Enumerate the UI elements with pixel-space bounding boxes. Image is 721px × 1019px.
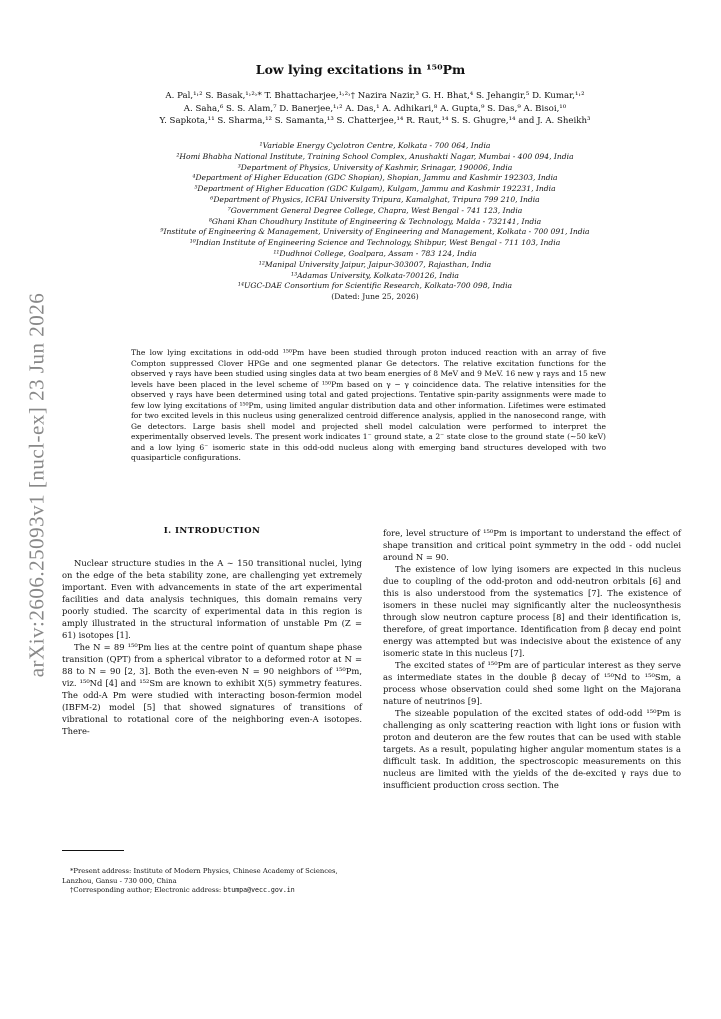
body-paragraph: The existence of low lying isomers are expected in this nucleus due to coupling of the odd-proton and odd-neutron orbitals [6] and this is also understood from the systematics [7]. The existence of isomers in these nuclei may significantly alter the nucleosynthesis through slow neutron capture process [8] and their identification is, therefore, of great importance. Identification from β decay end point energy was attempted but was indecisive about the existence of any isomeric state in this nucleus [7]. <box>383 564 681 658</box>
body-paragraph: fore, level structure of ¹⁵⁰Pm is important to understand the effect of shape transition and critical point symmetry in the odd - odd nuclei around N = 90. <box>383 528 681 562</box>
affiliation: ¹⁴UGC-DAE Consortium for Scientific Research, Kolkata-700 098, India <box>237 281 513 291</box>
author-line: A. Saha,⁶ S. S. Alam,⁷ D. Banerjee,¹˒² A. Das,¹ A. Adhikari,⁸ A. Gupta,⁹ S. Das,⁹ A. Bisoi,¹⁰ <box>183 103 567 114</box>
affiliation: ⁷Government General Degree College, Chapra, West Bengal - 741 123, India <box>227 205 523 215</box>
affiliation: ²Homi Bhabha National Institute, Training School Complex, Anushakti Nagar, Mumbai - 400 094, India <box>176 151 574 161</box>
affiliation: ⁹Institute of Engineering & Management, University of Engineering and Management, Kolkata - 700 091, India <box>160 227 590 237</box>
author-list <box>80 90 670 128</box>
section-heading: I. INTRODUCTION <box>163 526 261 536</box>
affiliation: ⁸Ghani Khan Choudhury Institute of Engineering & Technology, Malda - 732141, India <box>208 216 542 226</box>
author-line: Y. Sapkota,¹¹ S. Sharma,¹² S. Samanta,¹³ S. Chatterjee,¹⁴ R. Raut,¹⁴ S. S. Ghugre,¹⁴ and J. A. Sheikh³ <box>159 116 591 126</box>
affiliation-list <box>80 141 670 303</box>
author-line: A. Pal,¹˒² S. Basak,¹˒²˒* T. Bhattacharjee,¹˒²˒† Nazira Nazir,³ G. H. Bhat,⁴ S. Jehangir,⁵ D. Kumar,¹˒² <box>165 91 585 101</box>
affiliation: ⁶Department of Physics, ICFAI University Tripura, Kamalghat, Tripura 799 210, India <box>210 194 540 204</box>
body-paragraph: The N = 89 ¹⁵⁰Pm lies at the centre point of quantum shape phase transition (QPT) from a spherical vibrator to a deformed rotor at N = 88 to N = 90 [2, 3]. Both the even-even N = 90 neighbors of ¹⁵⁰Pm, viz. ¹⁵⁰Nd [4] and ¹⁵²Sm are known to exhibit X(5) symmetry features. The odd-A Pm were studied with interacting boson-fermion model (IBFM-2) model [5] that showed signatures of transitions of vibrational to rotational core of the neighboring even-A isotopes. There- <box>62 642 362 736</box>
left-column <box>62 525 362 737</box>
body-paragraph: The sizeable population of the excited states of odd-odd ¹⁵⁰Pm is challenging as only scattering reaction with light ions or fusion with proton and deuteron are the few routes that can be used with stable targets. As a result, populating higher angular momentum states is a difficult task. In addition, the spectroscopic measurements on this nucleus are limited with the yields of the de-excited γ rays due to insufficient production cross section. The <box>383 708 681 790</box>
affiliation: ¹³Adamas University, Kolkata-700126, India <box>291 270 459 280</box>
footnote-divider <box>62 850 124 851</box>
abstract: The low lying excitations in odd-odd ¹⁵⁰Pm have been studied through proton induced reaction with an array of five Compton suppressed Clover HPGe and one segmented planar Ge detectors. The relative excitation functions for the observed γ rays have been studied using singles data at two beam energies of 8 MeV and 9 MeV. 16 new γ rays and 15 new levels have been placed in the level scheme of ¹⁵⁰Pm based on γ − γ coincidence data. The relative intensities for the observed γ rays have been determined using total and gated projections. Tentative spin-parity assignments were made to few low lying excitations of ¹⁵⁰Pm, using limited angular distribution data and other information. Lifetimes were estimated for two excited levels in this nucleus using generalized centroid difference analysis, applied in the nanosecond range, with Ge detectors. Large basis shell model and projected shell model calculation were performed to interpret the experimentally observed levels. The present work indicates 1⁻ ground state, a 2⁻ state close to the ground state (∼50 keV) and a low lying 6⁻ isomeric state in this odd-odd nucleus along with emerging band structures developed with two quasiparticle configurations. <box>131 348 606 462</box>
paper-title: Low lying excitations in ¹⁵⁰Pm <box>255 62 466 77</box>
affiliation: ³Department of Physics, University of Kashmir, Srinagar, 190006, India <box>237 162 513 172</box>
footnote-present-address: *Present address: Institute of Modern Physics, Chinese Academy of Sciences, Lanzhou, Gansu - 730 000, China <box>62 867 338 885</box>
body-paragraph: The excited states of ¹⁵⁰Pm are of particular interest as they serve as intermediate states in the double β decay of ¹⁵⁰Nd to ¹⁵⁰Sm, a process whose observation could shed some light on the Majorana nature of neutrinos [9]. <box>383 660 681 706</box>
right-column <box>383 527 681 791</box>
footnote-corresponding-label: †Corresponding author; Electronic address: <box>70 886 224 895</box>
affiliation: ¹⁰Indian Institute of Engineering Science and Technology, Shibpur, West Bengal - 711 103, India <box>189 238 561 248</box>
affiliation: ⁴Department of Higher Education (GDC Shopian), Shopian, Jammu and Kashmir 192303, India <box>192 173 558 183</box>
dated-line: (Dated: June 25, 2026) <box>331 292 419 302</box>
affiliation: ¹Variable Energy Cyclotron Centre, Kolkata - 700 064, India <box>259 141 491 150</box>
email-address: btumpa@vecc.gov.in <box>223 886 295 895</box>
affiliation: ⁵Department of Higher Education (GDC Kulgam), Kulgam, Jammu and Kashmir 192231, India <box>194 184 556 194</box>
footnotes <box>62 867 362 896</box>
body-paragraph: Nuclear structure studies in the A ∼ 150 transitional nuclei, lying on the edge of the beta stability zone, are challenging yet extremely important. Even with advancements in state of the art experimental facilities and data analysis techniques, this domain remains very poorly studied. The scarcity of experimental data in this region is amply illustrated in the structural information of unstable Pm (Z = 61) isotopes [1]. <box>62 558 362 640</box>
affiliation: ¹²Manipal University Jaipur, Jaipur-303007, Rajasthan, India <box>258 259 492 269</box>
affiliation: ¹¹Dudhnoi College, Goalpara, Assam - 783 124, India <box>273 248 477 258</box>
arxiv-identifier: arXiv:2606.25093v1 [nucl-ex] 23 Jun 2026 <box>24 292 49 678</box>
arxiv-sidebar-stamp <box>22 280 52 690</box>
footnote-corresponding <box>62 886 362 896</box>
